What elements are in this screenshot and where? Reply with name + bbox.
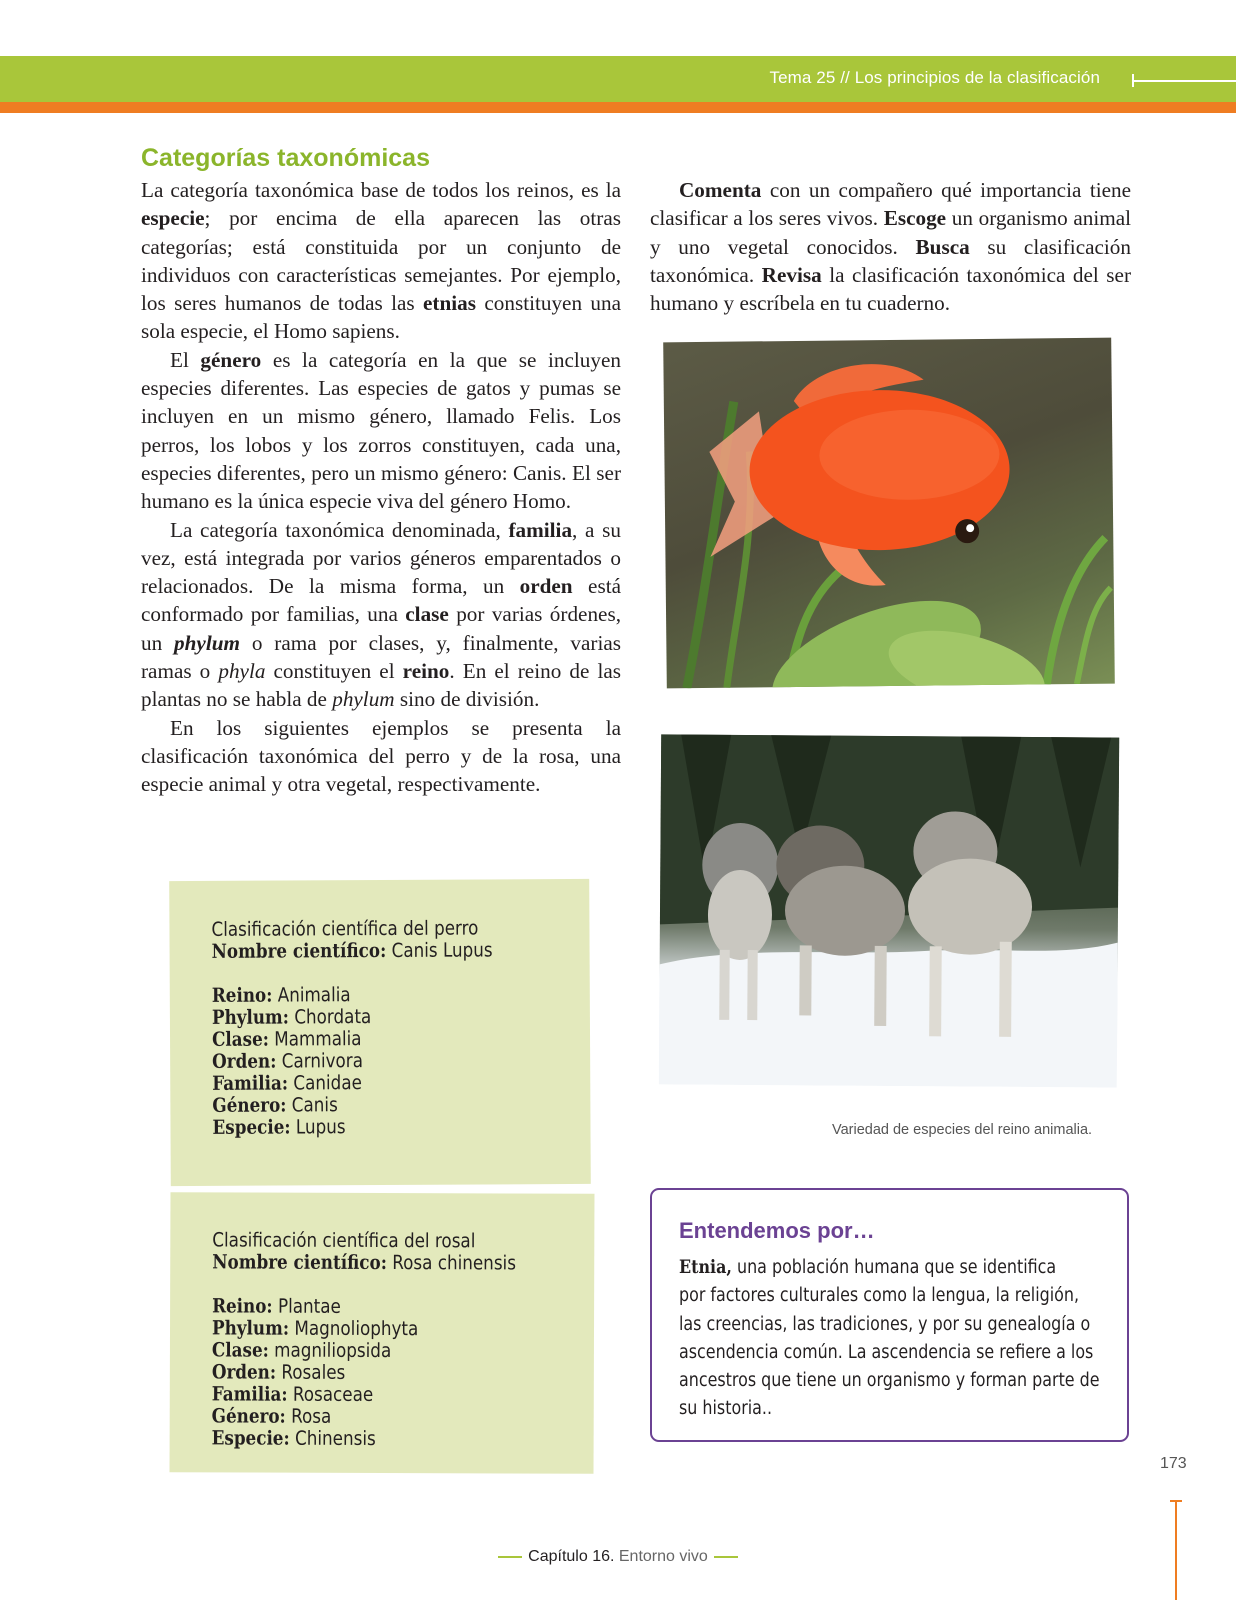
definition-line: ascendencia común. La ascendencia se refiere a los: [679, 1341, 1094, 1363]
footer-rule-right: [714, 1556, 738, 1558]
definition-box: [650, 1188, 1129, 1442]
section-title: Categorías taxonómicas: [141, 144, 430, 172]
footer-chapter: Capítulo 16.: [528, 1548, 615, 1565]
footer-chapter-name: Entorno vivo: [614, 1548, 708, 1565]
paragraph-family: La categoría taxonómica denominada, familia, a su vez, está integrada por varios géneros emparentados o relacionados. De la misma forma, un orden está conformado por familias, una clase por varias órdenes, un phylum o rama por clases, y, finalmente, varias ramas o phyla constituyen el reino. En el reino de las plantas no se habla de phylum sino de división.: [141, 517, 622, 712]
topic-header: Tema 25 // Los principios de la clasificación: [769, 68, 1100, 87]
red-parrot-fish-photo: [663, 338, 1115, 689]
left-column: [141, 176, 621, 799]
rose-row-kingdom: Reino: Plantae: [212, 1294, 341, 1318]
dog-scientific-name: Nombre científico: Canis Lupus: [211, 938, 493, 963]
footer-rule-left: [498, 1556, 522, 1558]
rose-row-phylum: Phylum: Magnoliophyta: [211, 1316, 419, 1341]
fish-illustration: [663, 338, 1115, 689]
page-number: 173: [1160, 1455, 1187, 1472]
rose-row-order: Orden: Rosales: [211, 1360, 346, 1384]
dog-classification-box: [169, 879, 591, 1186]
paragraph-examples: En los siguientes ejemplos se presenta la clasificación taxonómica del perro y de la rosa, una especie animal y otra vegetal, respectivamente.: [141, 715, 621, 797]
header-accent-band: [0, 102, 1236, 113]
dog-row-species: Especie: Lupus: [212, 1115, 346, 1139]
dog-row-genus: Género: Canis: [212, 1093, 338, 1117]
rose-scientific-name: Nombre científico: Rosa chinensis: [212, 1250, 517, 1275]
definition-line: su historia..: [679, 1398, 773, 1420]
rose-row-species: Especie: Chinensis: [211, 1426, 376, 1450]
definition-body: [679, 1254, 1118, 1424]
definition-title: Entendemos por…: [679, 1218, 875, 1243]
rose-classification-box: [170, 1192, 595, 1473]
paragraph-species: La categoría taxonómica base de todos los reinos, es la especie; por encima de ella aparecen las otras categorías; está constituida por un conjunto de individuos con características semejantes. Por ejemplo, los seres humanos de todas las etnias constituyen una sola especie, el Homo sapiens.: [141, 178, 621, 344]
footer: [0, 1548, 1236, 1566]
definition-line: por factores culturales como la lengua, la religión,: [679, 1285, 1080, 1307]
dog-row-family: Familia: Canidae: [212, 1071, 362, 1095]
definition-line: las creencias, las tradiciones, y por su genealogía o: [679, 1313, 1091, 1335]
rose-row-class: Clase: magniliopsida: [211, 1338, 392, 1363]
definition-line: Etnia, una población humana que se identifica: [679, 1257, 1057, 1278]
dog-row-phylum: Phylum: Chordata: [211, 1005, 372, 1029]
image-caption: Variedad de especies del reino animalia.: [832, 1122, 1093, 1138]
header-rule: [1132, 80, 1236, 82]
paragraph-genus: El género es la categoría en la que se incluyen especies diferentes. Las especies de gatos y pumas se incluyen en un mismo género, llamado Felis. Los perros, los lobos y los zorros constituyen, cada una, especies diferentes, pero un mismo género: Canis. El ser humano es la única especie viva del género Homo.: [141, 347, 621, 514]
rose-row-genus: Género: Rosa: [211, 1404, 332, 1428]
rose-classification-text: [212, 1229, 516, 1450]
wolves-in-snow-photo: [659, 734, 1119, 1087]
rose-row-family: Familia: Rosaceae: [211, 1382, 374, 1406]
dog-classification-text: [211, 917, 493, 1138]
right-column: [650, 176, 1131, 317]
definition-line: ancestros que tiene un organismo y forman parte de: [679, 1370, 1100, 1392]
dog-row-order: Orden: Carnivora: [212, 1049, 364, 1073]
dog-box-title: Clasificación científica del perro: [211, 916, 479, 941]
dog-row-kingdom: Reino: Animalia: [211, 983, 351, 1007]
wolves-illustration: [659, 734, 1119, 1087]
activity-paragraph: Comenta con un compañero qué importancia tiene clasificar a los seres vivos. Escoge un organismo animal y uno vegetal conocidos. Busca su clasificación taxonómica. Revisa la clasificación taxonómica del ser humano y escríbela en tu cuaderno.: [650, 178, 1132, 316]
dog-row-class: Clase: Mammalia: [211, 1027, 362, 1051]
rose-box-title: Clasificación científica del rosal: [212, 1228, 476, 1253]
